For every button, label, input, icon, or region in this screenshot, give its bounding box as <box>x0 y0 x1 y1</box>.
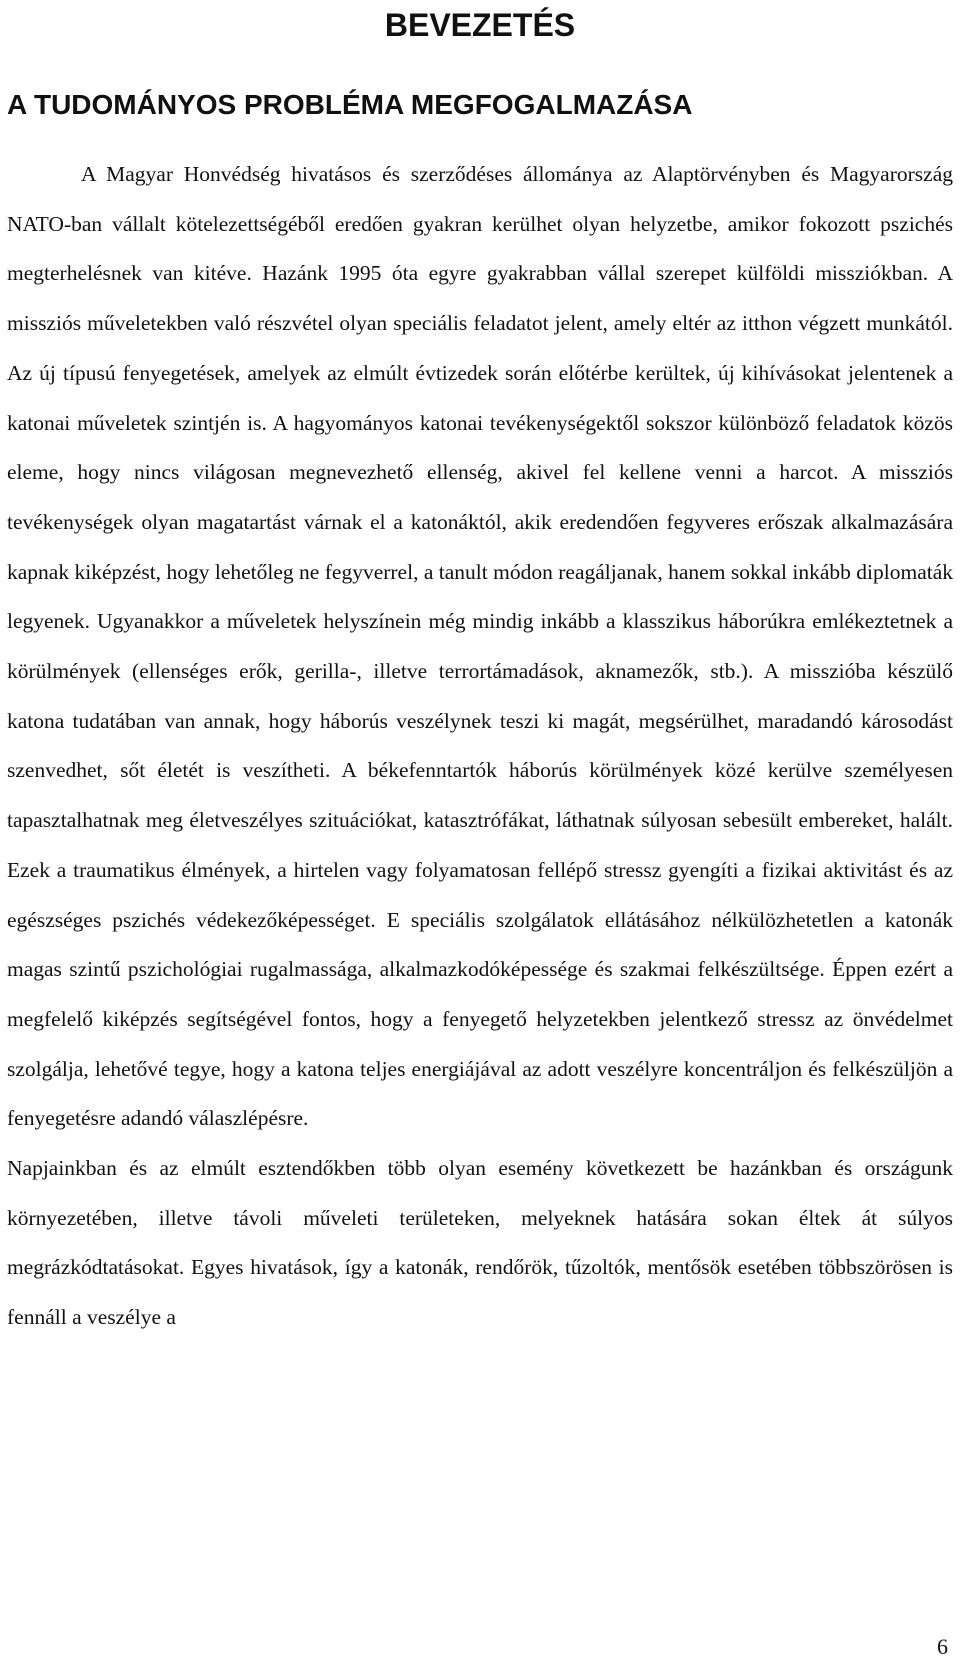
page-number: 6 <box>937 1634 948 1659</box>
paragraph-1: A Magyar Honvédség hivatásos és szerződéses állománya az Alaptörvényben és Magyarország NATO-ban vállalt kötelezettségéből eredően gyakran kerülhet olyan helyzetbe, amikor fokozott pszichés megterhelésnek van kitéve. Hazánk 1995 óta egyre gyakrabban vállal szerepet külföldi missziókban. A missziós műveletekben való részvétel olyan speciális feladatot jelent, amely eltér az itthon végzett munkától. Az új típusú fenyegetések, amelyek az elmúlt évtizedek során előtérbe kerültek, új kihívásokat jelentenek a katonai műveletek szintjén is. A hagyományos katonai tevékenységektől sokszor különböző feladatok közös eleme, hogy nincs világosan megnevezhető ellenség, akivel fel kellene venni a harcot. A missziós tevékenységek olyan magatartást várnak el a katonáktól, akik eredendően fegyveres erőszak alkalmazására kapnak kiképzést, hogy lehetőleg ne fegyverrel, a tanult módon reagáljanak, hanem sokkal inkább diplomaták legyenek. Ugyanakkor a műveletek helyszínein még mindig inkább a klasszikus háborúkra emlékeztetnek a körülmények (ellenséges erők, gerilla-, illetve terrortámadások, aknamezők, stb.). A misszióba készülő katona tudatában van annak, hogy háborús veszélynek teszi ki magát, megsérülhet, maradandó károsodást szenvedhet, sőt életét is veszítheti. A békefenntartók háborús körülmények közé kerülve személyesen tapasztalhatnak meg életveszélyes szituációkat, katasztrófákat, láthatnak súlyosan sebesült embereket, halált. Ezek a traumatikus élmények, a hirtelen vagy folyamatosan fellépő stressz gyengíti a fizikai aktivitást és az egészséges pszichés védekezőképességet. E speciális szolgálatok ellátásához nélkülözhetetlen a katonák magas szintű pszichológiai rugalmassága, alkalmazkodóképessége és szakmai felkészültsége. Éppen ezért a megfelelő kiképzés segítségével fontos, hogy a fenyegető helyzetekben jelentkező stressz az önvédelmet szolgálja, lehetővé tegye, hogy a katona teljes energiájával az adott veszélyre koncentráljon és felkészüljön a fenyegetésre adandó válaszlépésre. <box>7 162 953 1131</box>
body-text <box>7 150 953 1343</box>
section-title: A TUDOMÁNYOS PROBLÉMA MEGFOGALMAZÁSA <box>7 89 693 120</box>
chapter-title: BEVEZETÉS <box>384 7 576 43</box>
paragraph-2: Napjainkban és az elmúlt esztendőkben több olyan esemény következett be hazánkban és országunk környezetében, illetve távoli műveleti területeken, melyeknek hatására sokan éltek át súlyos megrázkódtatásokat. Egyes hivatások, így a katonák, rendőrök, tűzoltók, mentősök esetében többszörösen is fennáll a veszélye a <box>7 1156 953 1330</box>
